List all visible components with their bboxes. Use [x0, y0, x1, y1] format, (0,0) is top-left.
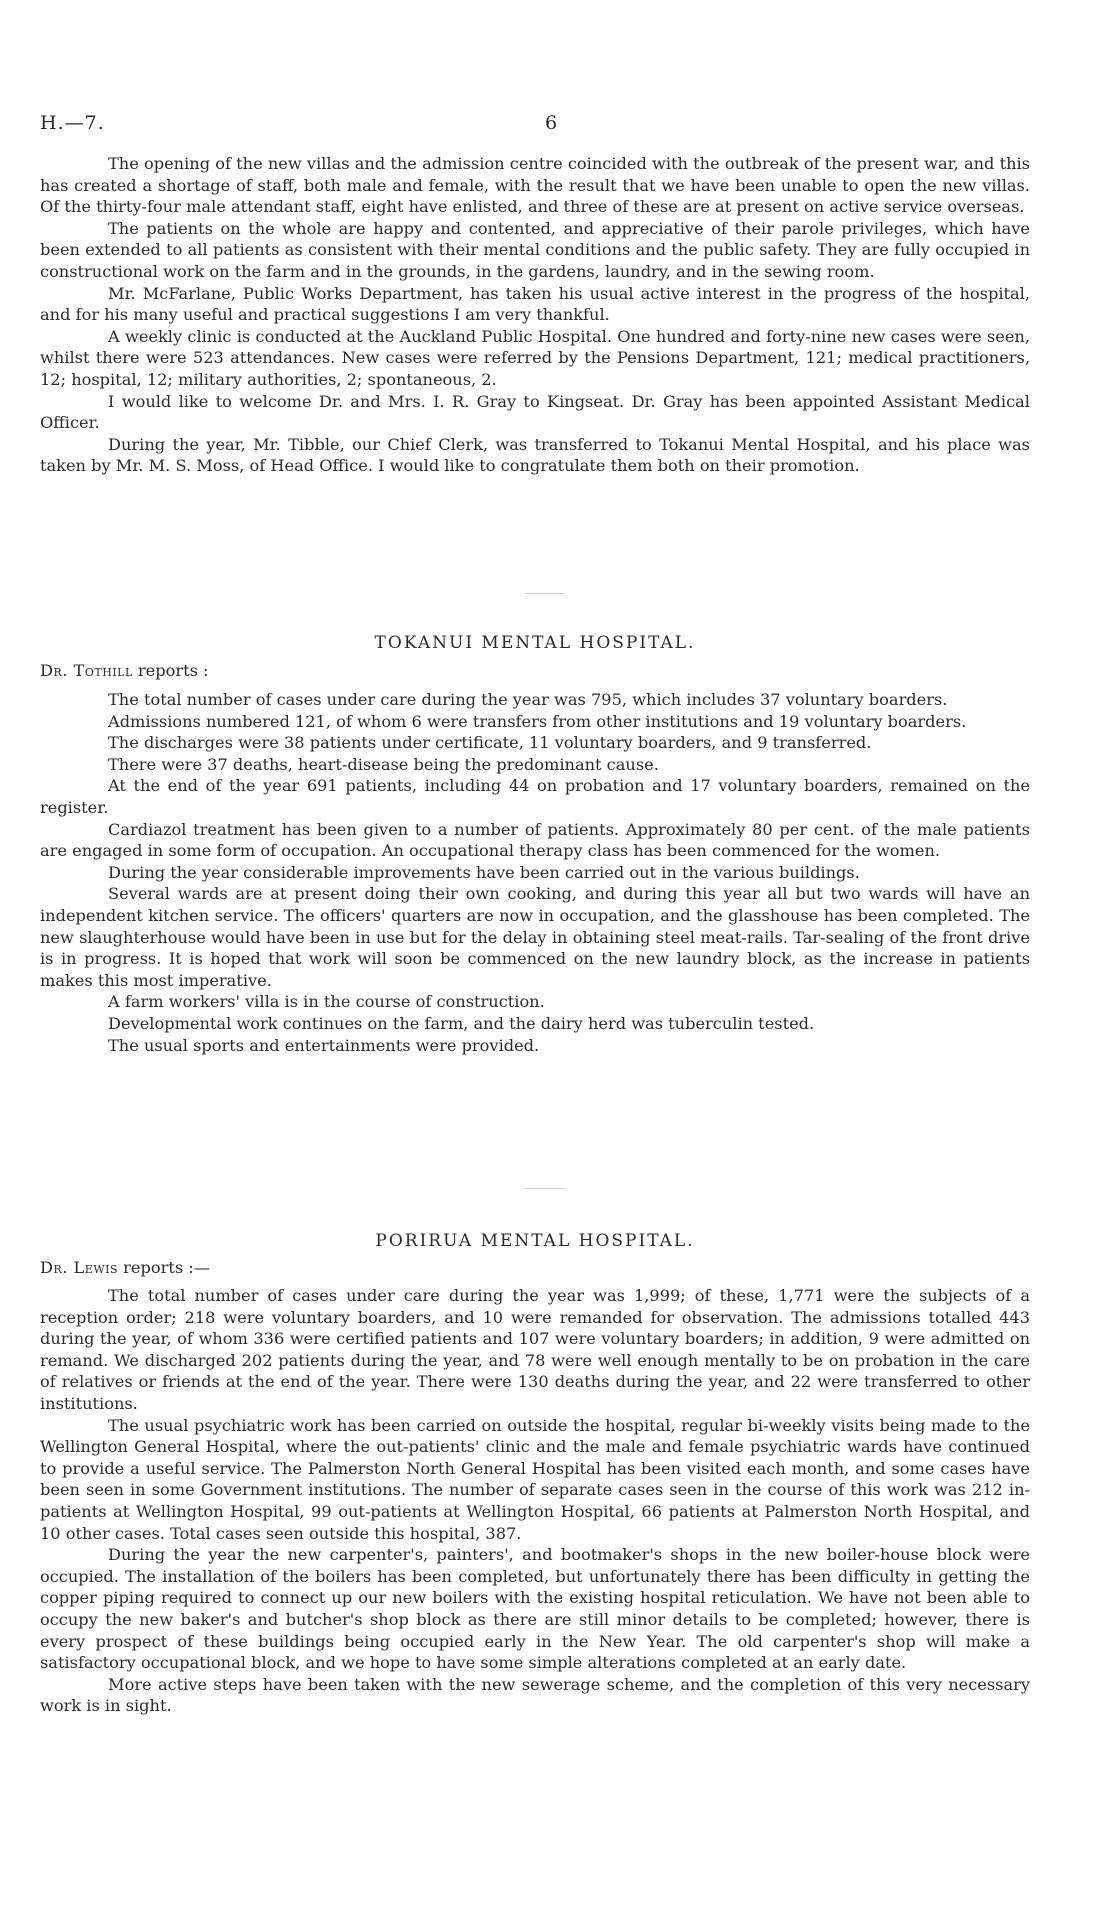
paragraph: During the year the new carpenter's, painters', and bootmaker's shops in the new boiler-house block were occupied. The installation of the boilers has been completed, but unfortunately there has been difficulty in getting the copper piping required to connect up our new boilers with the existing hospital reticulation. We have not been able to occupy the new baker's and butcher's shop block as there are still minor details to be completed; however, there is every prospect of these buildings being occupied early in the New Year. The old carpenter's shop will make a satisfactory occupational block, and we hope to have some simple alterations completed at an early date.	[40, 1545, 1030, 1673]
reporter-name: Dr. Lewis	[40, 1258, 119, 1277]
section-heading-porirua: PORIRUA MENTAL HOSPITAL.	[375, 1231, 695, 1251]
paragraph: Several wards are at present doing their own cooking, and during this year all but two wards will have an independent kitchen service. The officers' quarters are now in occupation, and the glasshouse has been completed. The new slaughterhouse would have been in use but for the delay in obtaining steel meat-rails. Tar-sealing of the front drive is in progress. It is hoped that work will soon be commenced on the new laundry block, as the increase in patients makes this most imperative.	[40, 884, 1030, 990]
reporter-line	[40, 661, 209, 680]
section-divider	[525, 593, 565, 594]
paragraph: A farm workers' villa is in the course of construction.	[108, 992, 545, 1012]
paragraph: More active steps have been taken with the new sewerage scheme, and the completion of this very necessary work is in sight.	[40, 1674, 1030, 1716]
paragraph: During the year considerable improvements have been carried out in the various buildings.	[108, 862, 860, 882]
section-heading-tokanui: TOKANUI MENTAL HOSPITAL.	[374, 633, 696, 653]
paragraph: Mr. McFarlane, Public Works Department, has taken his usual active interest in the progress of the hospital, and for his many useful and practical suggestions I am very thankful.	[40, 283, 1030, 325]
reporter-suffix: reports :	[132, 661, 209, 680]
reporter-name: Dr. Tothill	[40, 661, 133, 680]
paragraph: During the year, Mr. Tibble, our Chief Clerk, was transferred to Tokanui Mental Hospital, and his place was taken by Mr. M. S. Moss, of Head Office. I would like to congratulate them both on their promotion.	[40, 434, 1030, 476]
paragraph: The patients on the whole are happy and contented, and appreciative of their parole privileges, which have been extended to all patients as consistent with their mental conditions and the public safety. They are fully occupied in constructional work on the farm and in the grounds, in the gardens, laundry, and in the sewing room.	[40, 218, 1030, 281]
porirua-section	[40, 1285, 1030, 1717]
tokanui-section	[40, 689, 1030, 1056]
paragraph: The total number of cases under care during the year was 1,999; of these, 1,771 were the subjects of a reception order; 218 were voluntary boarders, and 10 were remanded for observation. The admissions totalled 443 during the year, of whom 336 were certified patients and 107 were voluntary boarders; in addition, 9 were admitted on remand. We discharged 202 patients during the year, and 78 were well enough mentally to be on probation in the care of relatives or friends at the end of the year. There were 130 deaths during the year, and 22 were transferred to other institutions.	[40, 1286, 1030, 1413]
paragraph: The usual sports and entertainments were provided.	[108, 1035, 540, 1055]
intro-section	[40, 153, 1030, 477]
section-divider	[525, 1188, 565, 1189]
page-number: 6	[545, 112, 558, 134]
reporter-line	[40, 1258, 210, 1277]
paragraph: I would like to welcome Dr. and Mrs. I. R. Gray to Kingseat. Dr. Gray has been appointed Assistant Medical Officer.	[40, 391, 1030, 433]
paragraph: The usual psychiatric work has been carried on outside the hospital, regular bi-weekly visits being made to the Wellington General Hospital, where the out-patients' clinic and the male and female psychiatric wards have continued to provide a useful service. The Palmerston North General Hospital has been visited each month, and some cases have been seen in some Government institutions. The number of separate cases seen in the course of this work was 212 in-patients at Wellington Hospital, 99 out-patients at Wellington Hospital, 66 patients at Palmerston North Hospital, and 10 other cases. Total cases seen outside this hospital, 387.	[40, 1415, 1030, 1543]
paragraph: The discharges were 38 patients under certificate, 11 voluntary boarders, and 9 transferred.	[108, 733, 872, 753]
paragraph: A weekly clinic is conducted at the Auckland Public Hospital. One hundred and forty-nine new cases were seen, whilst there were 523 attendances. New cases were referred by the Pensions Department, 121; medical practitioners, 12; hospital, 12; military authorities, 2; spontaneous, 2.	[40, 326, 1030, 389]
page-header	[40, 112, 1030, 136]
paragraph: At the end of the year 691 patients, including 44 on probation and 17 voluntary boarders, remained on the register.	[40, 776, 1030, 817]
paragraph: Developmental work continues on the farm, and the dairy herd was tuberculin tested.	[108, 1013, 815, 1033]
paragraph: The opening of the new villas and the admission centre coincided with the outbreak of the present war, and this has created a shortage of staff, both male and female, with the result that we have been unable to open the new villas. Of the thirty-four male attendant staff, eight have enlisted, and three of these are at present on active service overseas.	[40, 154, 1030, 217]
paragraph: Admissions numbered 121, of whom 6 were transfers from other institutions and 19 voluntary boarders.	[108, 711, 967, 731]
paragraph: Cardiazol treatment has been given to a number of patients. Approximately 80 per cent. of the male patients are engaged in some form of occupation. An occupational therapy class has been commenced for the women.	[40, 819, 1030, 861]
reporter-suffix: reports :—	[118, 1258, 210, 1277]
document-code: H.—7.	[40, 112, 105, 134]
paragraph: There were 37 deaths, heart-disease being the predominant cause.	[108, 754, 659, 774]
paragraph: The total number of cases under care during the year was 795, which includes 37 voluntary boarders.	[108, 690, 948, 709]
